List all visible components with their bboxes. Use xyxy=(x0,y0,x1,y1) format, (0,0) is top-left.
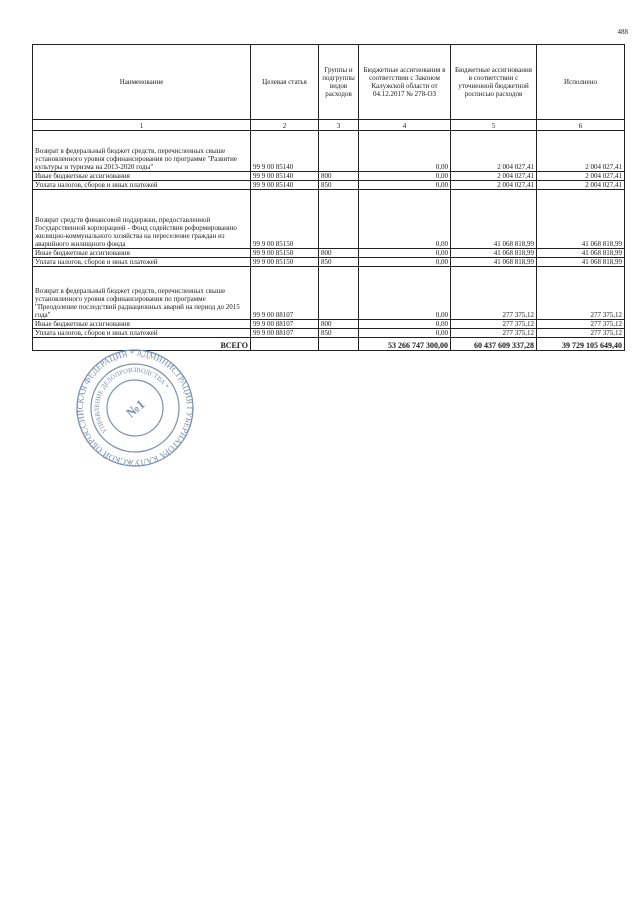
row-group: 800 xyxy=(319,320,359,329)
row-revised: 41 068 818,99 xyxy=(451,258,537,267)
row-name: Уплата налогов, сборов и иных платежей xyxy=(33,258,251,267)
row-name: Иные бюджетные ассигнования xyxy=(33,320,251,329)
table-row xyxy=(33,329,625,338)
row-group: 850 xyxy=(319,329,359,338)
row-code: 99 9 00 85150 xyxy=(251,190,319,249)
header-row xyxy=(33,45,625,120)
row-revised: 277 375,12 xyxy=(451,320,537,329)
header-groups: Группы и подгруппы видов расходов xyxy=(319,45,359,120)
col-number: 6 xyxy=(537,120,625,131)
row-law: 0,00 xyxy=(359,131,451,172)
header-name: Наименование xyxy=(33,45,251,120)
row-law: 0,00 xyxy=(359,181,451,190)
row-revised: 277 375,12 xyxy=(451,267,537,320)
table-row xyxy=(33,181,625,190)
row-group xyxy=(319,267,359,320)
row-group: 800 xyxy=(319,172,359,181)
row-law: 0,00 xyxy=(359,249,451,258)
row-executed: 41 068 818,99 xyxy=(537,258,625,267)
seal-outer-text: РОССИЙСКАЯ ФЕДЕРАЦИЯ * АДМИНИСТРАЦИЯ ГУБЕРНАТОРА КАЛУЖСКОЙ ОБЛАСТИ xyxy=(74,348,196,468)
total-code xyxy=(251,338,319,351)
total-revised: 60 437 609 337,28 xyxy=(451,338,537,351)
row-law: 0,00 xyxy=(359,267,451,320)
row-name: Возврат в федеральный бюджет средств, перечисленных свыше установленного уровня софинансирования по программе "Развитие культуры и туризма на 2013-2020 годы" xyxy=(33,131,251,172)
col-number: 3 xyxy=(319,120,359,131)
row-code: 99 9 00 88107 xyxy=(251,329,319,338)
table-row xyxy=(33,320,625,329)
table-row xyxy=(33,258,625,267)
row-revised: 277 375,12 xyxy=(451,329,537,338)
row-revised: 41 068 818,99 xyxy=(451,190,537,249)
col-number: 5 xyxy=(451,120,537,131)
total-law: 53 266 747 300,00 xyxy=(359,338,451,351)
seal-number: №1 xyxy=(123,396,148,421)
row-executed: 41 068 818,99 xyxy=(537,190,625,249)
row-law: 0,00 xyxy=(359,320,451,329)
header-target: Целевая статья xyxy=(251,45,319,120)
total-label: ВСЕГО xyxy=(33,338,251,351)
budget-table xyxy=(32,44,625,351)
row-revised: 41 068 818,99 xyxy=(451,249,537,258)
page-number: 488 xyxy=(617,28,628,36)
column-number-row xyxy=(33,120,625,131)
header-law: Бюджетные ассигнования в соответствии с Законом Калужской области от 04.12.2017 № 278-ОЗ xyxy=(359,45,451,120)
col-number: 1 xyxy=(33,120,251,131)
row-law: 0,00 xyxy=(359,329,451,338)
total-group xyxy=(319,338,359,351)
row-executed: 277 375,12 xyxy=(537,267,625,320)
row-name: Иные бюджетные ассигнования xyxy=(33,249,251,258)
total-executed: 39 729 105 649,40 xyxy=(537,338,625,351)
row-law: 0,00 xyxy=(359,258,451,267)
header-executed: Исполнено xyxy=(537,45,625,120)
row-code: 99 9 00 85140 xyxy=(251,131,319,172)
table-row xyxy=(33,172,625,181)
table-row xyxy=(33,131,625,172)
seal-inner-text: УПРАВЛЕНИЕ ДЕЛОПРОИЗВОДСТВА * xyxy=(93,366,170,435)
row-code: 99 9 00 85140 xyxy=(251,172,319,181)
col-number: 2 xyxy=(251,120,319,131)
col-number: 4 xyxy=(359,120,451,131)
row-executed: 277 375,12 xyxy=(537,329,625,338)
row-revised: 2 004 027,41 xyxy=(451,172,537,181)
row-name: Иные бюджетные ассигнования xyxy=(33,172,251,181)
row-group: 800 xyxy=(319,249,359,258)
row-executed: 2 004 027,41 xyxy=(537,131,625,172)
row-group: 850 xyxy=(319,181,359,190)
row-code: 99 9 00 85150 xyxy=(251,258,319,267)
row-law: 0,00 xyxy=(359,172,451,181)
row-name: Возврат в федеральный бюджет средств, перечисленных свыше установленного уровня софинансирования по программе "Преодоление последствий радиационных аварий на период до 2015 года" xyxy=(33,267,251,320)
row-code: 99 9 00 88107 xyxy=(251,267,319,320)
row-name: Возврат средств финансовой поддержки, предоставленной Государственной корпорацией - Фонд содействия реформированию жилищно-коммунального хозяйства на переселение граждан из аварийного жилищного фонда xyxy=(33,190,251,249)
header-revised: Бюджетные ассигнования в соответствии с уточненной бюджетной росписью расходов xyxy=(451,45,537,120)
table-row xyxy=(33,249,625,258)
row-code: 99 9 00 85150 xyxy=(251,249,319,258)
table-row xyxy=(33,267,625,320)
row-executed: 41 068 818,99 xyxy=(537,249,625,258)
row-revised: 2 004 027,41 xyxy=(451,181,537,190)
row-name: Уплата налогов, сборов и иных платежей xyxy=(33,181,251,190)
row-group xyxy=(319,131,359,172)
row-law: 0,00 xyxy=(359,190,451,249)
table-row xyxy=(33,190,625,249)
row-group xyxy=(319,190,359,249)
row-name: Уплата налогов, сборов и иных платежей xyxy=(33,329,251,338)
row-group: 850 xyxy=(319,258,359,267)
row-executed: 2 004 027,41 xyxy=(537,181,625,190)
row-executed: 2 004 027,41 xyxy=(537,172,625,181)
row-executed: 277 375,12 xyxy=(537,320,625,329)
row-code: 99 9 00 88107 xyxy=(251,320,319,329)
official-seal xyxy=(60,348,210,468)
row-code: 99 9 00 85140 xyxy=(251,181,319,190)
row-revised: 2 004 027,41 xyxy=(451,131,537,172)
